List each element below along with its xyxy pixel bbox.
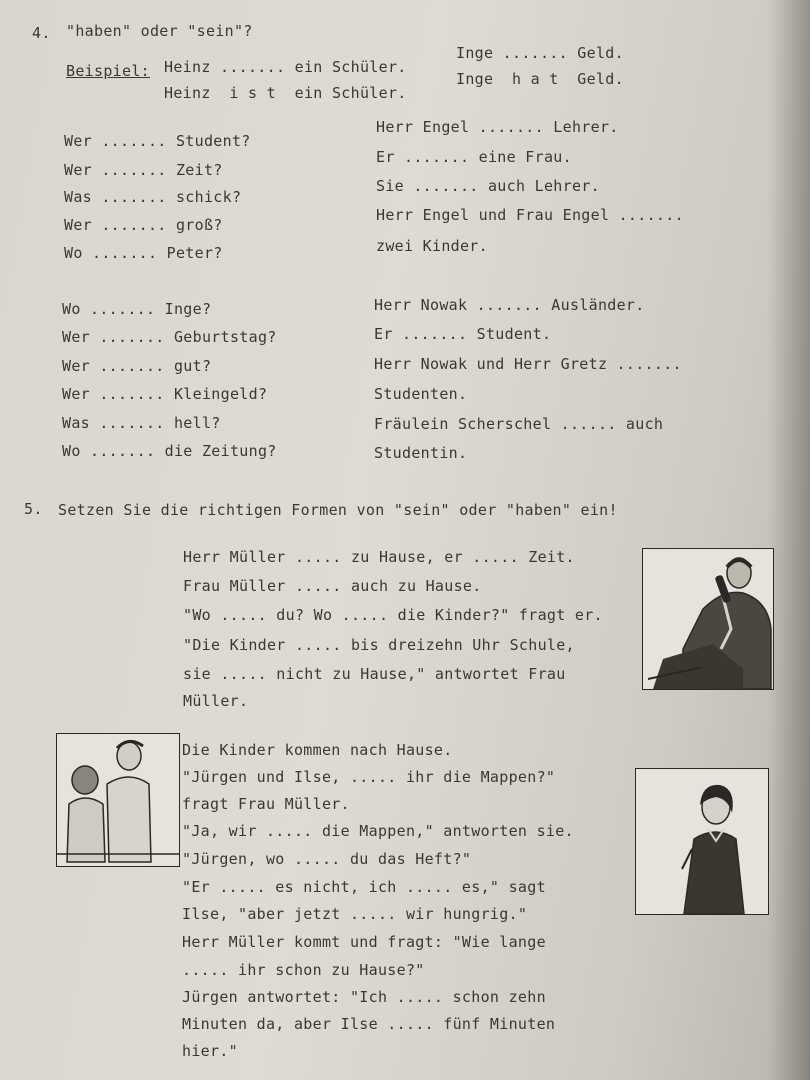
p2-line-12: hier."	[182, 1042, 238, 1060]
example-right-1: Inge ....... Geld.	[456, 44, 624, 62]
g1-right-2: Er ....... eine Frau.	[376, 148, 572, 166]
p2-line-7: Ilse, "aber jetzt ..... wir hungrig."	[182, 905, 528, 923]
p1-line-4: "Die Kinder ..... bis dreizehn Uhr Schule,	[183, 636, 575, 654]
exercise-5-title: Setzen Sie die richtigen Formen von "sein" oder "haben" ein!	[58, 501, 618, 519]
p2-line-2: "Jürgen und Ilse, ..... ihr die Mappen?"	[182, 768, 556, 786]
g1-left-2: Wer ....... Zeit?	[64, 161, 223, 179]
g1-right-1: Herr Engel ....... Lehrer.	[376, 118, 619, 136]
p2-line-9: ..... ihr schon zu Hause?"	[182, 961, 425, 979]
children-illustration	[56, 733, 180, 867]
g2-right-1: Herr Nowak ....... Ausländer.	[374, 296, 645, 314]
example-left-1: Heinz ....... ein Schüler.	[164, 58, 407, 76]
g1-right-4: Herr Engel und Frau Engel .......	[376, 206, 684, 224]
g2-right-5: Fräulein Scherschel ...... auch	[374, 415, 664, 433]
g2-left-3: Wer ....... gut?	[62, 357, 212, 375]
p1-line-3: "Wo ..... du? Wo ..... die Kinder?" fragt er.	[183, 606, 603, 624]
p2-line-10: Jürgen antwortet: "Ich ..... schon zehn	[182, 988, 546, 1006]
page-shadow	[768, 0, 810, 1080]
p2-line-3: fragt Frau Müller.	[182, 795, 350, 813]
g2-right-2: Er ....... Student.	[374, 325, 552, 343]
g1-left-1: Wer ....... Student?	[64, 132, 251, 150]
g2-right-4: Studenten.	[374, 385, 468, 403]
exercise-4-title: "haben" oder "sein"?	[66, 22, 253, 40]
example-right-2: Inge h a t Geld.	[456, 70, 624, 88]
g1-right-5: zwei Kinder.	[376, 237, 488, 255]
woman-illustration	[635, 768, 769, 915]
example-left-2: Heinz i s t ein Schüler.	[164, 84, 407, 102]
p2-line-4: "Ja, wir ..... die Mappen," antworten sie.	[182, 822, 574, 840]
g2-right-3: Herr Nowak und Herr Gretz .......	[374, 355, 682, 373]
g2-left-6: Wo ....... die Zeitung?	[62, 442, 277, 460]
p1-line-2: Frau Müller ..... auch zu Hause.	[183, 577, 482, 595]
p2-line-5: "Jürgen, wo ..... du das Heft?"	[182, 850, 472, 868]
p2-line-6: "Er ..... es nicht, ich ..... es," sagt	[182, 878, 546, 896]
p1-line-6: Müller.	[183, 692, 249, 710]
g1-left-4: Wer ....... groß?	[64, 216, 223, 234]
example-label: Beispiel:	[66, 62, 150, 80]
p1-line-5: sie ..... nicht zu Hause," antwortet Frau	[183, 665, 566, 683]
g2-left-1: Wo ....... Inge?	[62, 300, 212, 318]
exercise-5-number: 5.	[24, 500, 43, 518]
g1-right-3: Sie ....... auch Lehrer.	[376, 177, 600, 195]
g1-left-3: Was ....... schick?	[64, 188, 242, 206]
g1-left-5: Wo ....... Peter?	[64, 244, 223, 262]
g2-left-2: Wer ....... Geburtstag?	[62, 328, 277, 346]
g2-left-5: Was ....... hell?	[62, 414, 221, 432]
p2-line-1: Die Kinder kommen nach Hause.	[182, 741, 453, 759]
p1-line-1: Herr Müller ..... zu Hause, er ..... Zeit.	[183, 548, 575, 566]
p2-line-8: Herr Müller kommt und fragt: "Wie lange	[182, 933, 546, 951]
exercise-4-number: 4.	[32, 24, 51, 42]
man-on-phone-illustration	[642, 548, 774, 690]
g2-left-4: Wer ....... Kleingeld?	[62, 385, 268, 403]
p2-line-11: Minuten da, aber Ilse ..... fünf Minuten	[182, 1015, 556, 1033]
g2-right-6: Studentin.	[374, 444, 468, 462]
